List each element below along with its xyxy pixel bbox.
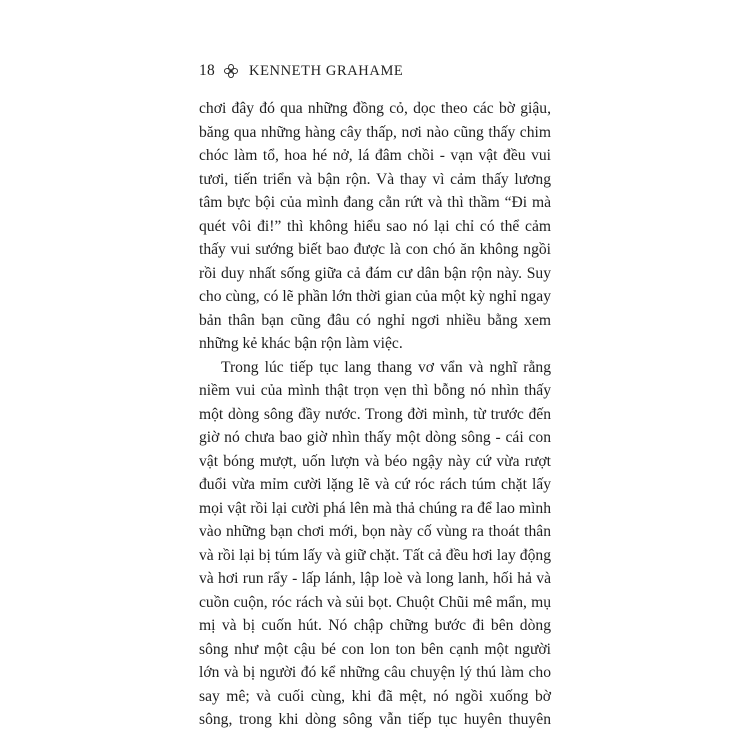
text-line: đuổi vừa mỉm cười lặng lẽ và cứ róc rách túm chặt lấy	[199, 476, 551, 493]
text-line: sông, trong khi dòng sông vẫn tiếp tục huyên thuyên	[199, 711, 551, 728]
text-line: say mê; và cuối cùng, khi đã mệt, nó ngồi xuống bờ	[199, 687, 551, 705]
text-line: rồi duy nhất sống giữa cả đám cư dân bận rộn này. Suy	[199, 264, 551, 282]
text-line: cuồn cuộn, róc rách và sủi bọt. Chuột Chũi mê mẩn, mụ	[199, 593, 551, 611]
text-line: cho cùng, có lẽ phần lớn thời gian của một kỳ nghỉ ngay	[199, 288, 551, 305]
text-line: những kẻ khác bận rộn làm việc.	[199, 335, 403, 352]
text-line: quét vôi đi!” thì không hiểu sao nó lại chỉ có thể cảm	[199, 217, 551, 235]
text-line: và rồi lại bị túm lấy và giữ chặt. Tất cả đều hơi lay động	[199, 546, 551, 564]
text-line: tươi, tiến triển và bận rộn. Và thay vì cảm thấy lương	[199, 170, 551, 188]
text-line: tâm bực bội của mình đang cằn rứt và thì thầm “Đi mà	[199, 194, 551, 211]
text-line: niềm vui của mình thật trọn vẹn thì bỗng nó nhìn thấy	[199, 382, 551, 399]
paragraph	[199, 356, 551, 732]
body-text	[199, 97, 551, 732]
text-line: vào những bạn chơi mới, bọn này cố vùng ra thoát thân	[199, 523, 551, 540]
text-line: một dòng sông đầy nước. Trong đời mình, từ trước đến	[199, 405, 551, 423]
text-line: lớn và bị người đó kể những câu chuyện lý thú làm cho	[199, 664, 551, 681]
text-line: sông như một cậu bé con lon ton bên cạnh một người	[199, 640, 551, 658]
text-line: Trong lúc tiếp tục lang thang vơ vẩn và nghĩ rằng	[221, 358, 551, 376]
running-head	[199, 60, 403, 82]
text-line: và hơi run rẩy - lấp lánh, lập loè và long lanh, hối hả và	[199, 570, 551, 587]
book-author: KENNETH GRAHAME	[249, 62, 404, 79]
text-line: chơi đây đó qua những đồng cỏ, dọc theo các bờ giậu,	[199, 100, 551, 117]
page-number: 18	[199, 62, 216, 79]
text-line: chóc làm tổ, hoa hé nở, lá đâm chồi - vạn vật đều vui	[199, 147, 551, 164]
text-line: vật bóng mượt, uốn lượn và béo ngậy này cứ vừa rượt	[199, 452, 551, 470]
text-line: mị và bị cuốn hút. Nó chập chững bước đi bên dòng	[199, 617, 551, 634]
text-line: bản thân bạn cũng đâu có nghỉ ngơi nhiều bằng xem	[199, 311, 551, 329]
text-line: băng qua những hàng cây thấp, nơi nào cũng thấy chim	[199, 123, 551, 141]
paragraph	[199, 97, 551, 356]
quatrefoil-ornament-icon	[223, 63, 239, 79]
text-line: giờ nó chưa bao giờ nhìn thấy một dòng sông - cái con	[199, 429, 551, 446]
text-line: thấy vui sướng biết bao được là con chó ăn không ngồi	[199, 241, 551, 258]
text-line: mọi vật rồi lại cười phá lên mà thả chúng ra để lao mình	[199, 499, 551, 517]
